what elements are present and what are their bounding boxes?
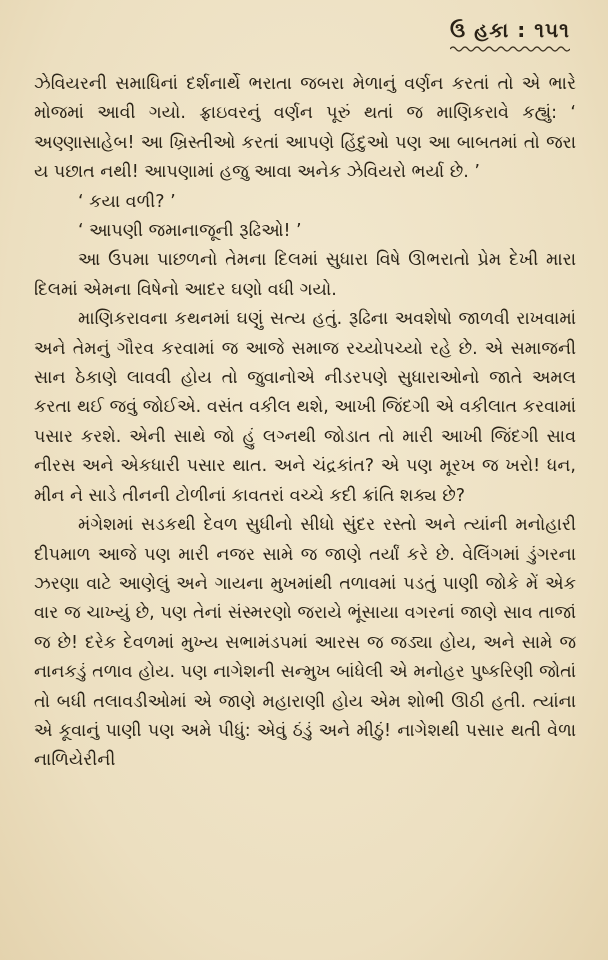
page-header	[450, 18, 570, 54]
paragraph: ઝેવિયરની સમાધિનાં દર્શનાર્થે ભરાતા જબરા મેળાનું વર્ણન કરતાં તો એ ભારે મોજમાં આવી ગયો. ફ્રાઇવરનું વર્ણન પૂરું થતાં જ માણિકરાવે કહ્યું: ‘ અણ્ણાસાહેબ! આ ખ્રિસ્તીઓ કરતાં આપણે હિંદુઓ પણ આ બાબતમાં તો જરા ય પછાત નથી! આપણામાં હજુ આવા અનેક ઝેવિયરો ભર્યા છે. ’	[34, 74, 576, 183]
paragraph: માણિકરાવના કથનમાં ઘણું સત્ય હતું. રૂઢિના અવશેષો જાળવી રાખવામાં અને તેમનું ગૌરવ કરવામાં જ આજે સમાજ રચ્યોપચ્યો રહે છે. એ સમાજની સાન ઠેકાણે લાવવી હોય તો જુવાનોએ નીડરપણે સુધારાઓનો જાતે અમલ કરતા થઈ જવું જોઈએ. વસંત વકીલ થશે, આખી જિંદગી એ વકીલાત કરવામાં પસાર કરશે. એની સાથે જો હું લગ્નથી જોડાત તો મારી આખી જિંદગી સાવ નીરસ અને એકધારી પસાર થાત. અને ચંદ્રકાંત? એ પણ મૂરખ જ ખરો! ધન, મીન ને સાડે તીનની ટોળીનાં કાવતરાં વચ્ચે કદી ક્રાંતિ શક્ય છે?	[34, 309, 576, 506]
dialog-line: ‘ આપણી જમાનાજૂની રૂઢિઓ! ’	[78, 221, 302, 242]
dialog-line: ‘ કયા વળી? ’	[78, 191, 176, 212]
paragraph: મંગેશમાં સડકથી દેવળ સુધીનો સીધો સુંદર રસ્તો અને ત્યાંની મનોહારી દીપમાળ આજે પણ મારી નજર સામે જ જાણે તર્યાં કરે છે. વેલિંગમાં ડુંગરના ઝરણા વાટે આણેલું અને ગાયના મુખમાંથી તળાવમાં પડતું પાણી જોકે મેં એક વાર જ ચાખ્યું છે, પણ તેનાં સંસ્મરણો જરાયે ભૂંસાયા વગરનાં જાણે સાવ તાજાં જ છે! દરેક દેવળમાં મુખ્ય સભામંડપમાં આરસ જ જડ્યા હોય, અને સામે જ નાનકડું તળાવ હોય. પણ નાગેશની સન્મુખ બાંધેલી એ મનોહર પુષ્કરિણી જોતાં તો બધી તલાવડીઓમાં એ જાણે મહારાણી હોય એમ શોભી ઊઠી હતી. ત્યાંના એ કૂવાનું પાણી પણ અમે પીધું: એવું ઠંડું અને મીઠું! નાગેશથી પસાર થતી વેળા નાળિયેરીની	[34, 515, 577, 771]
paragraph: આ ઉપમા પાછળનો તેમના દિલમાં સુધારા વિષે ઊભરાતો પ્રેમ દેખી મારા દિલમાં એમના વિષેનો આદર ઘણો વધી ગયો.	[34, 250, 576, 300]
page-number: ઉ હકા : ૧૫૧	[450, 18, 570, 42]
body-text	[34, 70, 576, 776]
wavy-underline-ornament	[450, 44, 570, 54]
